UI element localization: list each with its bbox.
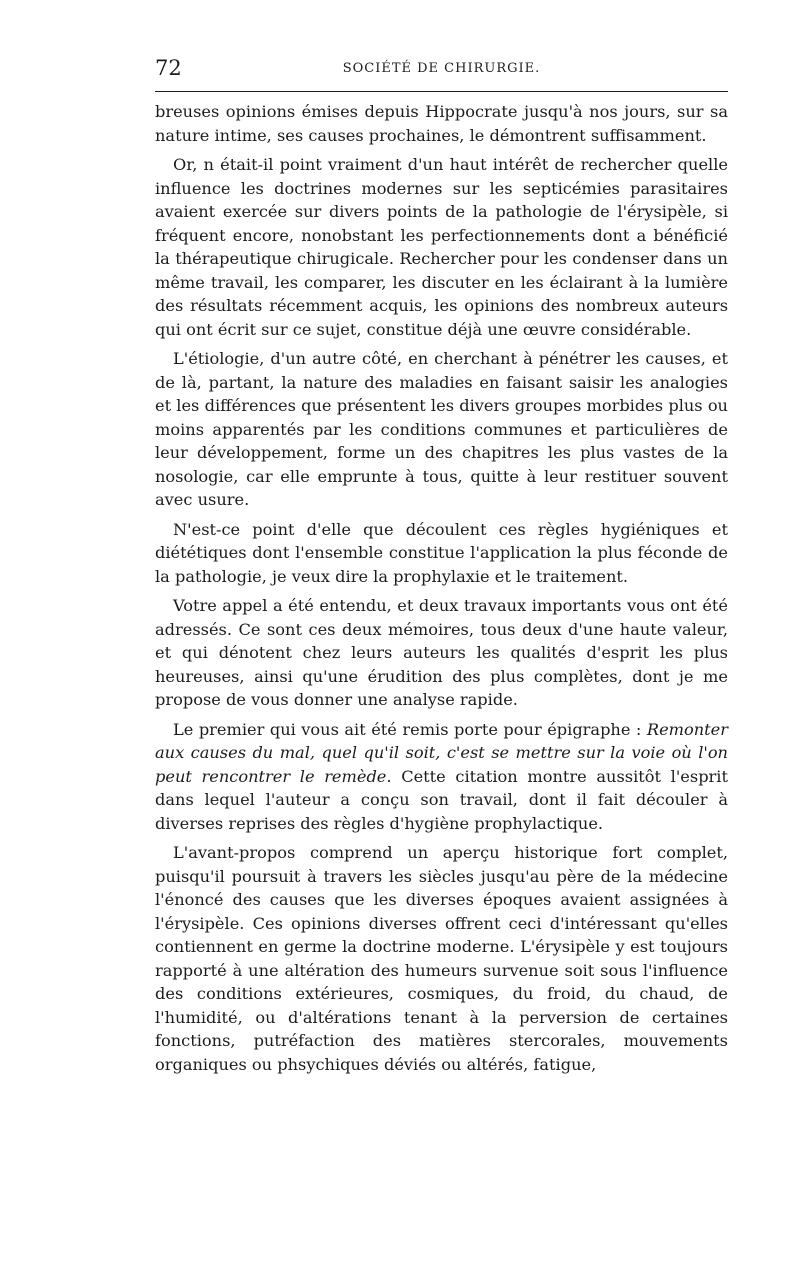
body-text [155, 100, 728, 1076]
epigraph-italic: Remonter aux causes du mal, quel qu'il soit, c'est se mettre sur la voie où l'on peut rencontrer le remède. [155, 719, 728, 786]
paragraph: L'étiologie, d'un autre côté, en cherchant à pénétrer les causes, et de là, partant, la nature des maladies en faisant saisir les analogies et les différences que présentent les divers groupes morbides plus ou moins apparentés par les conditions communes et particulières de leur développement, forme un des chapitres les plus vastes de la nosologie, car elle emprunte à tous, quitte à leur restituer souvent avec usure. [155, 349, 728, 509]
paragraph-text-after-epigraph: Cette citation montre aussitôt l'esprit dans lequel l'auteur a conçu son travail, dont il fait découler à diverses reprises des règles d'hygiène prophylactique. [155, 766, 728, 833]
header-rule [155, 91, 728, 92]
paragraph: Or, n était-il point vraiment d'un haut intérêt de rechercher quelle influence les doctrines modernes sur les septicémies parasitaires avaient exercée sur divers points de la pathologie de l'érysipèle, si fréquent encore, nonobstant les perfectionnements dont a bénéficié la thérapeutique chirugicale. Rechercher pour les condenser dans un même travail, les comparer, les discuter en les éclairant à la lumière des résultats récemment acquis, les opinions des nombreux auteurs qui ont écrit sur ce sujet, constitue déjà une œuvre considérable. [155, 155, 728, 339]
paragraph: N'est-ce point d'elle que découlent ces règles hygiéniques et diététiques dont l'ensemble constitue l'application la plus féconde de la pathologie, je veux dire la prophylaxie et le traitement. [155, 519, 728, 586]
paragraph-text-before-epigraph: Le premier qui vous ait été remis porte pour épigraphe : [173, 719, 647, 739]
paragraph-continuation: breuses opinions émises depuis Hippocrate jusqu'à nos jours, sur sa nature intime, ses causes prochaines, le démontrent suffisamment. [155, 102, 728, 145]
page-header [155, 56, 728, 82]
running-title: SOCIÉTÉ DE CHIRURGIE. [342, 61, 541, 76]
paragraph-with-epigraph [155, 718, 728, 836]
page-number: 72 [155, 56, 182, 80]
paragraph: L'avant-propos comprend un aperçu historique fort complet, puisqu'il poursuit à travers les siècles jusqu'au père de la médecine l'énoncé des causes que les diverses époques avaient assignées à l'érysipèle. Ces opinions diverses offrent ceci d'intéressant qu'elles contiennent en germe la doctrine moderne. L'érysipèle y est toujours rapporté à une altération des humeurs survenue soit sous l'influence des conditions extérieures, cosmiques, du froid, du chaud, de l'humidité, ou d'altérations tenant à la perversion de certaines fonctions, putréfaction des matières stercorales, mouvements organiques ou phsychiques déviés ou altérés, fatigue, [155, 843, 728, 1074]
paragraph: Votre appel a été entendu, et deux travaux importants vous ont été adressés. Ce sont ces deux mémoires, tous deux d'une haute valeur, et qui dénotent chez leurs auteurs les qualités d'esprit les plus heureuses, ainsi qu'une érudition des plus complètes, dont je me propose de vous donner une analyse rapide. [155, 596, 728, 709]
